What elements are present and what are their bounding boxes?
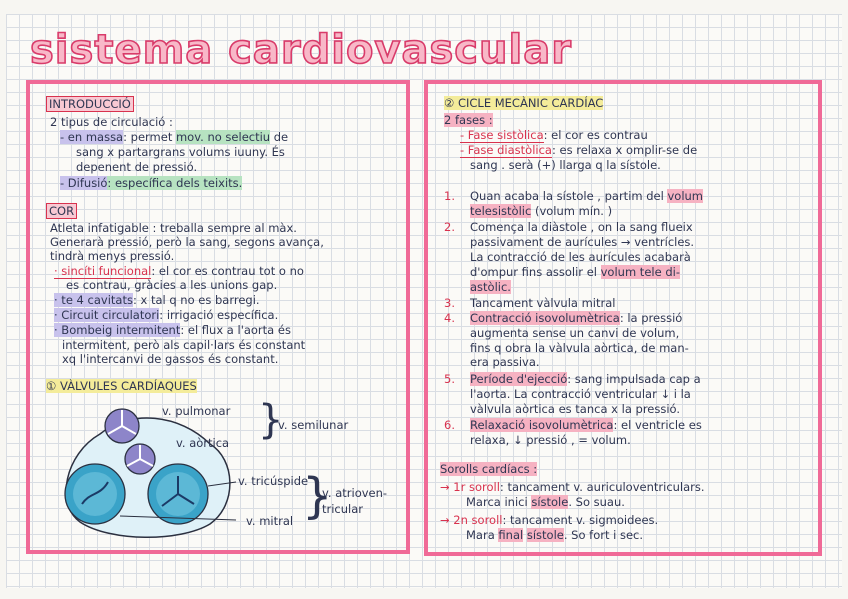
step-line: Relaxació isovolumètrica: el ventricle es	[470, 418, 702, 432]
cor-line: · sincíti funcional: el cor es contrau tot o no	[54, 264, 304, 278]
pulmonary-valve-icon	[105, 409, 139, 443]
step-number: 1.	[444, 189, 455, 203]
cor-line: xq l'intercanvi de gassos és constant.	[62, 352, 279, 366]
step-line: Contracció isovolumètrica: la pressió	[470, 311, 683, 325]
step-number: 3.	[444, 296, 455, 310]
soroll-line: → 1r soroll: tancament v. auriculoventriculars.	[440, 480, 705, 494]
step-line: Quan acaba la sístole , partim del volum	[470, 189, 704, 203]
intro-line: - en massa: permet mov. no selectiu de	[60, 130, 289, 144]
step-line: telesistòlic (volum mín. )	[470, 204, 613, 218]
aortic-valve-icon	[125, 444, 155, 474]
mitral-valve-icon	[65, 464, 125, 524]
cor-line: es contrau, gràcies a les unions gap.	[66, 278, 278, 292]
brace-icon: }	[302, 468, 333, 524]
label-atrioventricular-cont: tricular	[322, 502, 364, 516]
step-line: era passiva.	[470, 355, 540, 369]
fase-line: sang . serà (+) llarga q la sístole.	[470, 158, 661, 172]
step-line: Període d'ejecció: sang impulsada cap a	[470, 372, 701, 386]
soroll-line: Marca inici sístole. So suau.	[466, 495, 625, 509]
cor-line: · Bombeig intermitent: el flux a l'aorta és	[54, 323, 291, 337]
step-number: 6.	[444, 418, 455, 432]
step-line: vàlvula aòrtica es tanca x la pressió.	[470, 402, 681, 416]
label-aortic: v. aòrtica	[176, 436, 230, 450]
step-line: Tancament vàlvula mitral	[470, 296, 616, 310]
valves-header: ① VÀLVULES CARDÍAQUES	[46, 379, 197, 393]
step-number: 4.	[444, 311, 455, 325]
fase-line: - Fase diastòlica: es relaxa x omplir-se de	[460, 143, 698, 157]
cicle-header: ② CICLE MECÀNIC CARDÍAC	[444, 96, 604, 110]
step-line: La contracció de les aurícules acabarà	[470, 250, 691, 264]
step-number: 2.	[444, 220, 455, 234]
label-semilunar: v. semilunar	[278, 418, 349, 432]
cor-line: Atleta infatigable : treballa sempre al màx.	[50, 221, 297, 235]
cor-header: COR	[46, 203, 77, 219]
intro-line: sang x partargrans volums iuuny. És	[76, 145, 285, 159]
fases-header: 2 fases :	[444, 113, 493, 127]
label-atrioventricular: v. atrioven-	[322, 486, 388, 500]
step-line: passivament de aurícules → ventrícles.	[470, 235, 695, 249]
intro-line: depenent de pressió.	[76, 160, 198, 174]
step-line: l'aorta. La contracció ventricular ↓ i la	[470, 387, 691, 401]
brace-icon: }	[258, 397, 284, 443]
intro-line: - Difusió: específica dels teixits.	[60, 176, 243, 190]
page-title: sistema cardiovascular	[30, 27, 572, 73]
soroll-line: Mara final sístole. So fort i sec.	[466, 528, 644, 542]
heart-valves-illustration	[60, 404, 240, 544]
cor-line: tindrà menys pressió.	[50, 249, 175, 263]
step-line: fins q obra la vàlvula aòrtica, de man-	[470, 341, 689, 355]
step-line: augmenta sense un canvi de volum,	[470, 326, 680, 340]
cor-line: · Circuit circulatori: irrigació específica.	[54, 308, 279, 322]
fase-line: - Fase sistòlica: el cor es contrau	[460, 128, 648, 142]
label-pulmonary: v. pulmonar	[162, 404, 231, 418]
label-tricuspid: v. tricúspide	[238, 474, 309, 488]
intro-header: INTRODUCCIÓ	[46, 96, 134, 112]
intro-line: 2 tipus de circulació :	[50, 115, 173, 129]
step-line: relaxa, ↓ pressió , = volum.	[470, 433, 631, 447]
soroll-line: → 2n soroll: tancament v. sigmoidees.	[440, 513, 659, 527]
label-mitral: v. mitral	[246, 514, 294, 528]
cor-line: intermitent, però als capil·lars és constant	[62, 338, 306, 352]
cor-line: Generarà pressió, però la sang, segons avança,	[50, 235, 324, 249]
step-line: astòlic.	[470, 280, 511, 294]
sorolls-header: Sorolls cardíacs :	[440, 462, 538, 476]
step-number: 5.	[444, 372, 455, 386]
step-line: d'ompur fins assolir el volum tele di-	[470, 265, 680, 279]
step-line: Comença la diàstole , on la sang flueix	[470, 220, 693, 234]
tricuspid-valve-icon	[148, 464, 208, 524]
cor-line: · te 4 cavitats: x tal q no es barregi.	[54, 293, 260, 307]
